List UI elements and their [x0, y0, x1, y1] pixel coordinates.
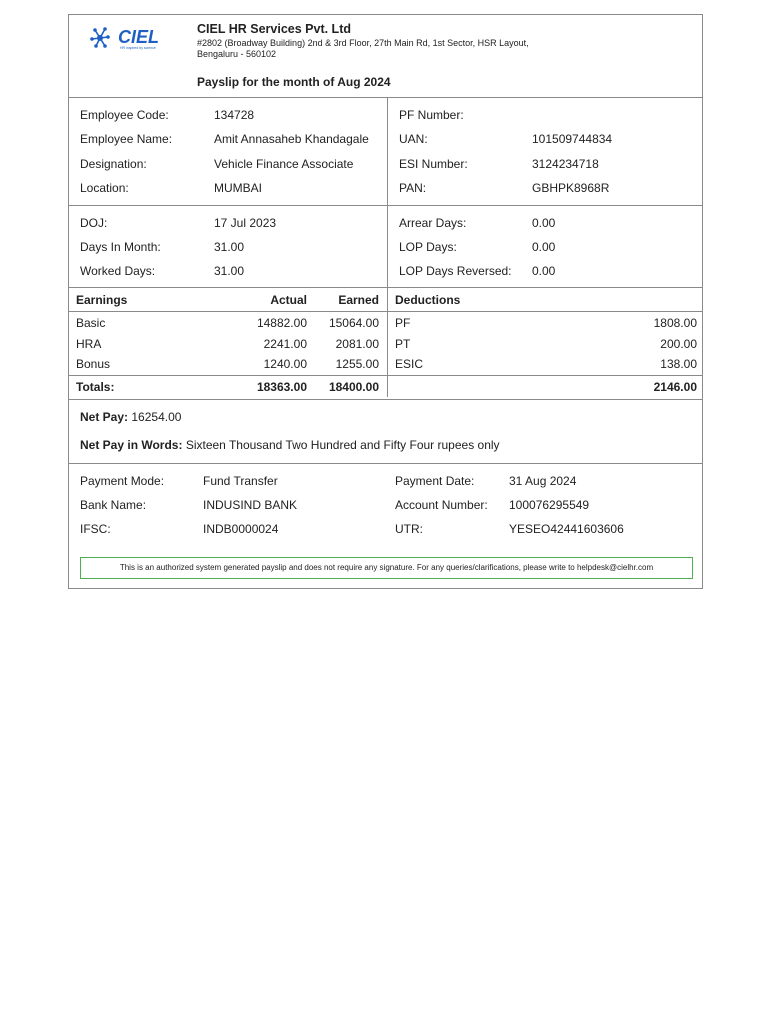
deduction-amount-pf: 1808.00: [653, 316, 697, 330]
earnings-header: Earnings: [76, 293, 128, 307]
totals-label: Totals:: [76, 380, 115, 394]
divider: [69, 463, 702, 464]
earning-earned-bonus: 1255.00: [335, 357, 379, 371]
label-payment-mode: Payment Mode:: [80, 474, 165, 488]
net-pay-words-value: Sixteen Thousand Two Hundred and Fifty Four rupees only: [185, 438, 500, 452]
label-pan: PAN:: [399, 181, 427, 195]
earnings-earned-header: Earned: [338, 293, 379, 307]
value-lop-days-reversed: 0.00: [532, 264, 556, 278]
earning-actual-bonus: 1240.00: [263, 357, 307, 371]
label-arrear-days: Arrear Days:: [399, 216, 467, 230]
label-esi-number: ESI Number:: [399, 157, 468, 171]
label-utr: UTR:: [395, 522, 423, 536]
value-employee-code: 134728: [214, 108, 255, 122]
divider: [69, 205, 702, 206]
earning-name-hra: HRA: [76, 337, 102, 351]
value-location: MUMBAI: [214, 181, 262, 195]
label-uan: UAN:: [399, 132, 428, 146]
label-lop-days: LOP Days:: [399, 240, 457, 254]
divider: [69, 287, 702, 288]
divider: [69, 399, 702, 400]
label-designation: Designation:: [80, 157, 147, 171]
divider: [69, 97, 702, 98]
label-doj: DOJ:: [80, 216, 108, 230]
label-employee-code: Employee Code:: [80, 108, 169, 122]
company-name: CIEL HR Services Pvt. Ltd: [197, 22, 351, 36]
net-pay: [80, 410, 181, 424]
company-logo: [89, 25, 181, 51]
value-payment-mode: Fund Transfer: [203, 474, 278, 488]
net-pay-words-label: Net Pay in Words:: [80, 438, 183, 452]
value-employee-name: Amit Annasaheb Khandagale: [214, 132, 369, 146]
footer-disclaimer: This is an authorized system generated payslip and does not require any signature. For any queries/clarifications, please write to helpdesk@cielhr.com: [80, 557, 693, 579]
deduction-name-esic: ESIC: [395, 357, 424, 371]
value-payment-date: 31 Aug 2024: [509, 474, 577, 488]
totals-actual: 18363.00: [256, 380, 307, 394]
deduction-name-pt: PT: [395, 337, 411, 351]
value-doj: 17 Jul 2023: [214, 216, 277, 230]
value-pan: GBHPK8968R: [532, 181, 610, 195]
column-divider: [387, 97, 388, 287]
svg-text:CIEL: CIEL: [118, 27, 160, 47]
label-location: Location:: [80, 181, 129, 195]
payslip-title: Payslip for the month of Aug 2024: [197, 75, 391, 89]
label-lop-days-reversed: LOP Days Reversed:: [399, 264, 512, 278]
earning-actual-basic: 14882.00: [256, 316, 307, 330]
divider: [69, 375, 702, 376]
earning-actual-hra: 2241.00: [263, 337, 307, 351]
value-designation: Vehicle Finance Associate: [214, 157, 354, 171]
label-bank-name: Bank Name:: [80, 498, 147, 512]
label-pf-number: PF Number:: [399, 108, 464, 122]
payslip-document: [68, 14, 703, 589]
value-account-number: 100076295549: [509, 498, 590, 512]
deductions-header: Deductions: [395, 293, 461, 307]
label-ifsc: IFSC:: [80, 522, 111, 536]
totals-earned: 18400.00: [328, 380, 379, 394]
ciel-logo-mark-icon: [89, 25, 181, 51]
value-arrear-days: 0.00: [532, 216, 556, 230]
net-pay-value: 16254.00: [131, 410, 182, 424]
label-account-number: Account Number:: [395, 498, 488, 512]
address-line-2: Bengaluru - 560102: [197, 49, 277, 59]
value-esi-number: 3124234718: [532, 157, 599, 171]
value-lop-days: 0.00: [532, 240, 556, 254]
svg-text:HR inspired by science: HR inspired by science: [120, 46, 156, 50]
earning-earned-basic: 15064.00: [328, 316, 379, 330]
divider: [69, 311, 702, 312]
deduction-amount-esic: 138.00: [660, 357, 697, 371]
earning-earned-hra: 2081.00: [335, 337, 379, 351]
label-days-in-month: Days In Month:: [80, 240, 161, 254]
value-bank-name: INDUSIND BANK: [203, 498, 298, 512]
label-employee-name: Employee Name:: [80, 132, 173, 146]
earning-name-basic: Basic: [76, 316, 106, 330]
totals-deductions: 2146.00: [653, 380, 697, 394]
deduction-amount-pt: 200.00: [660, 337, 697, 351]
label-worked-days: Worked Days:: [80, 264, 156, 278]
earning-name-bonus: Bonus: [76, 357, 111, 371]
company-address: [197, 38, 577, 60]
value-ifsc: INDB0000024: [203, 522, 279, 536]
net-pay-label: Net Pay:: [80, 410, 129, 424]
value-worked-days: 31.00: [214, 264, 245, 278]
value-days-in-month: 31.00: [214, 240, 245, 254]
address-line-1: #2802 (Broadway Building) 2nd & 3rd Floor, 27th Main Rd, 1st Sector, HSR Layout,: [197, 38, 529, 48]
label-payment-date: Payment Date:: [395, 474, 475, 488]
value-utr: YESEO42441603606: [509, 522, 624, 536]
earnings-actual-header: Actual: [270, 293, 307, 307]
deduction-name-pf: PF: [395, 316, 411, 330]
value-uan: 101509744834: [532, 132, 613, 146]
column-divider: [387, 287, 388, 397]
net-pay-words: [80, 438, 500, 452]
